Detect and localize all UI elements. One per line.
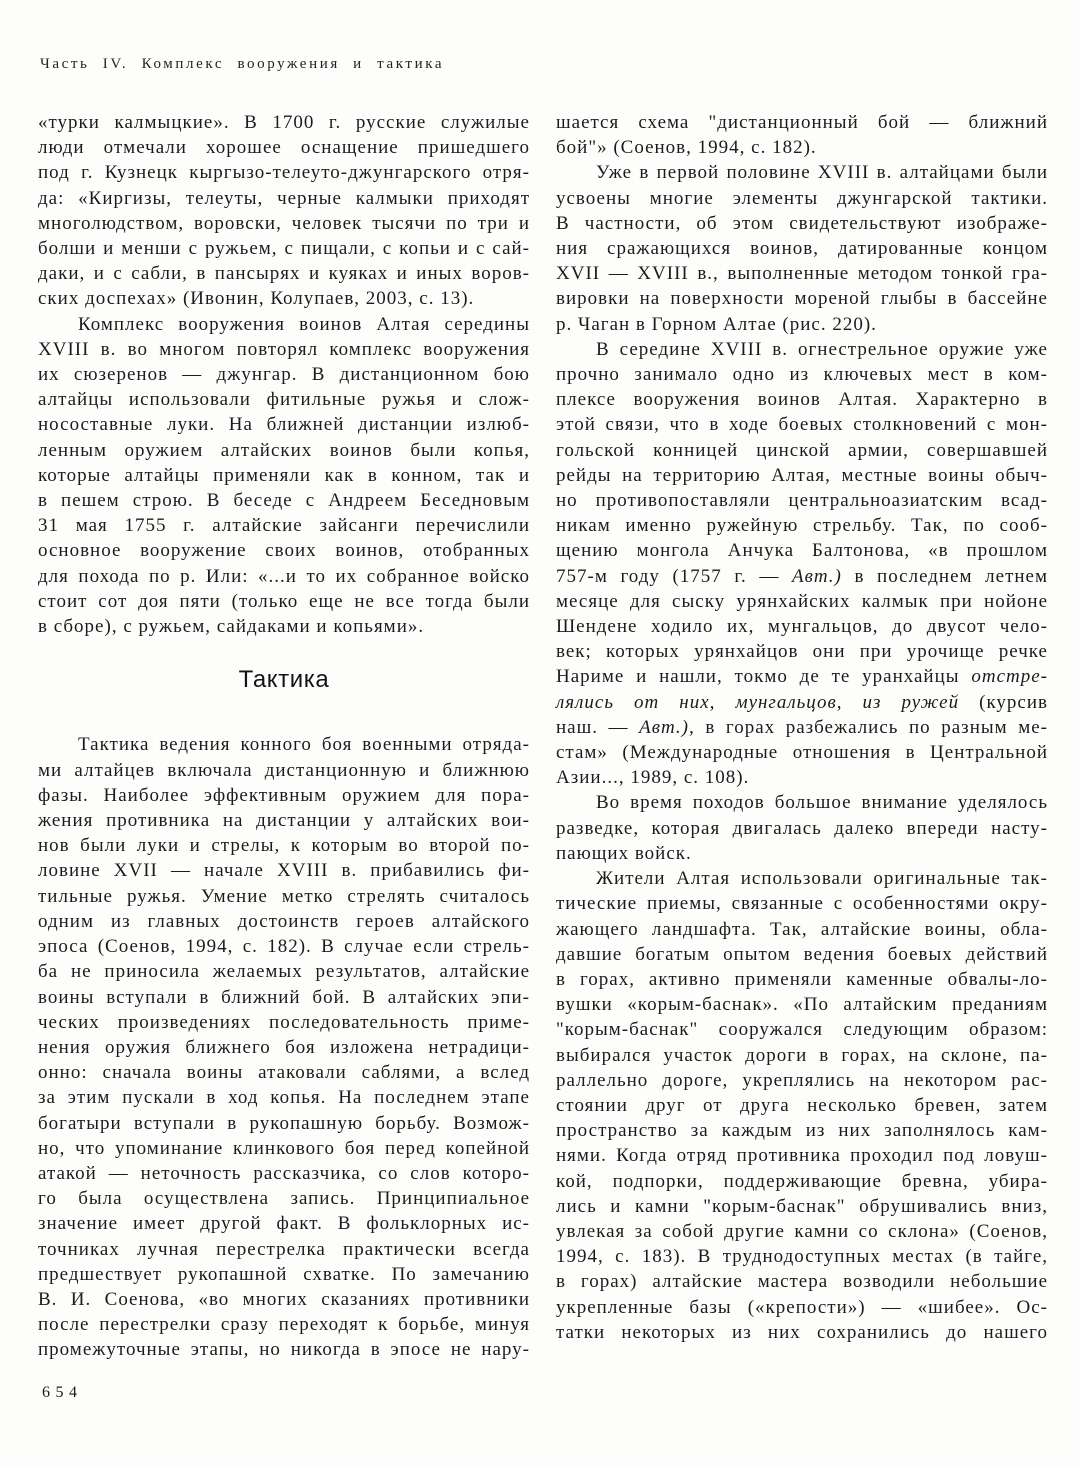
text-line: тические приемы, связанные с особенностями окру- bbox=[556, 893, 1048, 915]
text-line: прочно занимало одно из ключевых мест в ком- bbox=[556, 364, 1048, 386]
paragraph bbox=[556, 110, 1048, 160]
text-line: усвоены многие элементы джунгарской тактики. bbox=[556, 187, 1048, 209]
text-line: р. Чаган в Горном Алтае (рис. 220). bbox=[556, 313, 877, 335]
italic-text: лялись от них, мунгальцов, из ружей bbox=[556, 691, 960, 713]
text-line: да: «Киргизы, телеуты, черные калмыки приходят bbox=[38, 187, 530, 209]
text-line: онно: сначала воины атаковали саблями, а вслед bbox=[38, 1062, 530, 1084]
text-line: В. И. Соенова, «во многих сказаниях противники bbox=[38, 1288, 530, 1310]
text-line: лись и камни "корым-баснак" обрушивались вниз, bbox=[556, 1195, 1048, 1217]
page-number: 654 bbox=[42, 1384, 83, 1401]
text-line: носоставные луки. На ближней дистанции излюб- bbox=[38, 414, 530, 436]
text-line: после перестрелки сразу переходят к борьбе, минуя bbox=[38, 1314, 530, 1336]
paragraph bbox=[38, 110, 530, 312]
text-line: шается схема "дистанционный бой — ближний bbox=[556, 112, 1048, 133]
text-line: фазы. Наиболее эффективным оружием для пора- bbox=[38, 784, 530, 806]
text-line: ловине XVII — начале XVIII в. прибавились фи- bbox=[38, 860, 530, 882]
text-line: точниках лучная перестрелка практически всегда bbox=[38, 1238, 530, 1260]
column-right bbox=[556, 110, 1048, 1345]
text-line: стоянии друг от друга несколько бревен, затем bbox=[556, 1094, 1048, 1116]
text-line: В частности, об этом свидетельствуют изображе- bbox=[556, 212, 1048, 234]
text-line: ских доспехах» (Ивонин, Колупаев, 2003, с. 13). bbox=[38, 288, 475, 310]
text-line: основное вооружение своих воинов, отобранных bbox=[38, 540, 530, 562]
paragraph bbox=[556, 866, 1048, 1345]
text-line: раллельно дороге, укреплялись на некотором рас- bbox=[556, 1069, 1048, 1091]
text-line: В середине XVIII в. огнестрельное оружие уже bbox=[596, 338, 1048, 360]
paragraph bbox=[556, 337, 1048, 791]
text-line: татки некоторых из них сохранились до нашего bbox=[556, 1321, 1048, 1343]
text-line: Уже в первой половине XVIII в. алтайцами были bbox=[596, 162, 1048, 184]
paragraph bbox=[38, 312, 530, 640]
text-line: значение имеет другой факт. В фольклорных ис- bbox=[38, 1213, 530, 1235]
text-line: ческих произведениях последовательность приме- bbox=[38, 1011, 530, 1033]
text-line: разведке, которая двигалась далеко впереди насту- bbox=[556, 817, 1048, 839]
text-line: ленным оружием алтайских воинов были копья, bbox=[38, 439, 530, 461]
text-line: нями. Когда отряд противника проходил под ловуш- bbox=[556, 1145, 1048, 1167]
text-line: атакой — неточность рассказчика, со слов которо- bbox=[38, 1162, 530, 1184]
text-line: нения оружия ближнего боя изложена нетрадици- bbox=[38, 1036, 530, 1058]
text-line: но, что упоминание клинкового боя перед копейной bbox=[38, 1137, 530, 1159]
running-header: Часть IV. Комплекс вооружения и тактика bbox=[40, 56, 445, 72]
text-line: увлекая за собой другие камни со склона» (Соенов, bbox=[556, 1220, 1048, 1242]
text-line: Жители Алтая использовали оригинальные так- bbox=[596, 868, 1048, 890]
text-line: их сюзеренов — джунгар. В дистанционном бою bbox=[38, 364, 530, 386]
text-line: тильные ружья. Умение метко стрелять считалось bbox=[38, 885, 530, 907]
text-line: одним из главных достоинств героев алтайского bbox=[38, 910, 530, 932]
text-line: болши и менши с ружьем, с пищали, с копьи и с сай- bbox=[38, 238, 530, 260]
text-line: в горах) алтайские мастера возводили небольшие bbox=[556, 1271, 1048, 1293]
italic-text: отстре- bbox=[971, 666, 1048, 688]
text-line: XVIII в. во многом повторял комплекс вооружения bbox=[38, 338, 530, 360]
text-line: XVII — XVIII в., выполненные методом тонкой гра- bbox=[556, 263, 1048, 285]
text-line: пающих войск. bbox=[556, 842, 692, 864]
text-line: плексе вооружения воинов Алтая. Характерно в bbox=[556, 389, 1048, 411]
text-line: кой, подпорки, поддерживающие бревна, убира- bbox=[556, 1170, 1048, 1192]
text-line: никам именно ружейную стрельбу. Так, по сооб- bbox=[556, 515, 1048, 537]
paragraph bbox=[556, 790, 1048, 866]
text-line: но противопоставляли центральноазиатским всад- bbox=[556, 490, 1048, 512]
text-line: промежуточные этапы, но никогда в эпосе не нару- bbox=[38, 1339, 530, 1361]
text-line: богатыри вступали в рукопашную борьбу. Возмож- bbox=[38, 1112, 530, 1134]
text-line: под г. Кузнецк кыргызо-телеуто-джунгарского отря- bbox=[38, 162, 530, 184]
paragraph bbox=[38, 732, 530, 1362]
text-line: «турки калмыцкие». В 1700 г. русские служилые bbox=[38, 112, 530, 133]
text-line: гольской конницей цинской армии, совершавшей bbox=[556, 439, 1048, 461]
text-line: алтайцы использовали фитильные ружья и слож- bbox=[38, 389, 530, 411]
text-line: го была осуществлена запись. Принципиальное bbox=[38, 1188, 530, 1210]
italic-text: Авт.), bbox=[639, 716, 695, 738]
text-line: эпоса (Соенов, 1994, с. 182). В случае если стрель- bbox=[38, 936, 530, 958]
text-line: вушки «корым-баснак». «По алтайским преданиям bbox=[556, 994, 1048, 1016]
text-line: бой"» (Соенов, 1994, с. 182). bbox=[556, 137, 817, 159]
text-line: нов были луки и стрелы, к которым во второй по- bbox=[38, 835, 530, 857]
text-line: вировки на поверхности мореной глыбы в бассейне bbox=[556, 288, 1048, 310]
text-line: 757-м году (1757 г. — Авт.) в последнем летнем bbox=[556, 565, 1048, 587]
text-line: давшие богатым опытом ведения боевых действий bbox=[556, 943, 1048, 965]
text-line: укрепленные базы («крепости») — «шибее». Ос- bbox=[556, 1296, 1048, 1318]
text-line: жения противника на дистанции у алтайских вои- bbox=[38, 810, 530, 832]
section-heading: Тактика bbox=[238, 666, 330, 694]
text-line: которые алтайцы применяли как в конном, так и bbox=[38, 464, 530, 486]
text-line: пространство за каждым из них заполнялось кам- bbox=[556, 1120, 1048, 1142]
text-line: стоит сот доя пяти (только еще не все тогда были bbox=[38, 590, 530, 612]
text-line: щению монгола Анчука Балтонова, «в прошлом bbox=[556, 540, 1048, 562]
text-line: выбирался участок дороги в горах, на склоне, па- bbox=[556, 1044, 1048, 1066]
text-line: месяце для сыску урянхайских калмык при нойоне bbox=[556, 590, 1048, 612]
text-line: для похода по р. Или: «...и то их собранное войско bbox=[38, 565, 530, 587]
text-line: рейды на территорию Алтая, местные воины обыч- bbox=[556, 464, 1048, 486]
column-left bbox=[38, 110, 530, 1363]
text-line: этой связи, что в ходе боевых столкновений с мон- bbox=[556, 414, 1048, 436]
text-line: век; которых урянхайцов они при урочище речке bbox=[556, 641, 1048, 663]
text-line: Шендене ходило их, мунгальцов, до двусот чело- bbox=[556, 616, 1048, 638]
text-line: Во время походов большое внимание уделялось bbox=[596, 792, 1048, 814]
text-line: 1994, с. 183). В труднодоступных местах (в тайге, bbox=[556, 1246, 1048, 1268]
text-line: ми алтайцев включала дистанционную и ближнюю bbox=[38, 759, 530, 781]
text-line: в горах, активно применяли каменные обвалы-ло- bbox=[556, 968, 1048, 990]
text-line: Тактика ведения конного боя военными отряда- bbox=[78, 734, 530, 756]
text-line: наш. — Авт.), в горах разбежались по разным ме- bbox=[556, 716, 1048, 738]
text-line: жающего ландшафта. Так, алтайские воины, обла- bbox=[556, 918, 1048, 940]
text-line: Нариме и нашли, токмо де те уранхайцы отстре- bbox=[556, 666, 1048, 688]
text-line: за этим пускали в ход копья. На последнем этапе bbox=[38, 1087, 530, 1109]
text-line: ния сражающихся воинов, датированные концом bbox=[556, 238, 1048, 260]
text-line: в сборе), с ружьем, сайдаками и копьями». bbox=[38, 616, 425, 638]
text-line: 31 мая 1755 г. алтайские зайсанги перечислили bbox=[38, 515, 530, 537]
text-line: ба не приносила желаемых результатов, алтайские bbox=[38, 961, 530, 983]
italic-text: Авт.) bbox=[791, 565, 842, 587]
text-line: Комплекс вооружения воинов Алтая середины bbox=[78, 313, 530, 335]
text-line: "корым-баснак" сооружался следующим образом: bbox=[556, 1019, 1048, 1041]
text-line: стам» (Международные отношения в Центральной bbox=[556, 742, 1048, 764]
text-line: воины вступали в ближний бой. В алтайских эпи- bbox=[38, 986, 530, 1008]
text-line: лялись от них, мунгальцов, из ружей (курсив bbox=[556, 691, 1048, 713]
paragraph bbox=[556, 160, 1048, 336]
text-line: люди отмечали хорошее оснащение пришедшего bbox=[38, 137, 530, 159]
text-line: предшествует рукопашной схватке. По замечанию bbox=[38, 1263, 530, 1285]
text-line: даки, и с сабли, в пансырях и куяках и иных воров- bbox=[38, 263, 530, 285]
text-line: Азии..., 1989, с. 108). bbox=[556, 767, 750, 789]
text-line: многолюдством, воровски, человек тысячи по три и bbox=[38, 212, 530, 234]
text-line: в пешем строю. В беседе с Андреем Беседновым bbox=[38, 490, 530, 512]
